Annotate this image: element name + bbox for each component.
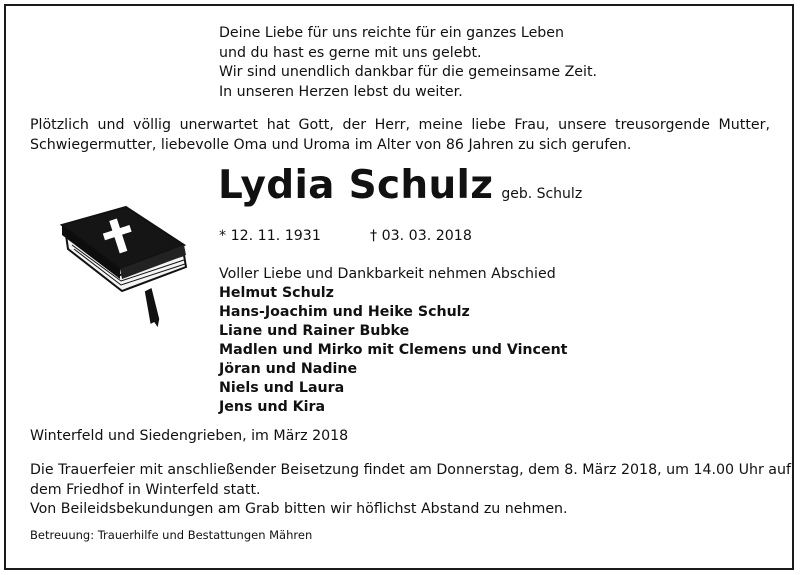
poem-line-2: und du hast es gerne mit uns gelebt.: [219, 44, 482, 61]
mourner-name: Hans-Joachim und Heike Schulz: [219, 304, 470, 320]
mourner-name: Niels und Laura: [219, 380, 345, 396]
service-line-3: Von Beileidsbekundungen am Grab bitten wir höflichst Abstand zu nehmen.: [30, 501, 568, 517]
mourners-block: [219, 265, 567, 417]
deceased-name: Lydia Schulz: [218, 163, 494, 208]
mourner-name: Jens und Kira: [219, 399, 326, 415]
poem-line-4: In unseren Herzen lebst du weiter.: [219, 84, 463, 101]
service-line-2: dem Friedhof in Winterfeld statt.: [30, 481, 261, 498]
funeral-service-info: [30, 461, 791, 520]
deceased-name-row: [218, 162, 582, 210]
mourner-name: Madlen und Mirko mit Clemens und Vincent: [219, 342, 568, 358]
memorial-poem: [219, 24, 597, 103]
poem-line-1: Deine Liebe für uns reichte für ein ganzes Leben: [219, 25, 565, 41]
mourner-name: Helmut Schulz: [219, 285, 334, 301]
poem-line-3: Wir sind unendlich dankbar für die gemeinsame Zeit.: [219, 64, 598, 81]
death-date: † 03. 03. 2018: [370, 228, 472, 244]
birth-date: * 12. 11. 1931: [219, 228, 321, 244]
farewell-line: Voller Liebe und Dankbarkeit nehmen Abschied: [219, 266, 556, 282]
funeral-home-note: Betreuung: Trauerhilfe und Bestattungen Mähren: [30, 528, 313, 542]
service-line-1: Die Trauerfeier mit anschließender Beisetzung findet am Donnerstag, dem 8. März 2018, um 14.00 Uhr auf: [30, 462, 791, 478]
place-and-date: Winterfeld und Siedengrieben, im März 2018: [30, 428, 349, 444]
mourner-name: Liane und Rainer Bubke: [219, 323, 410, 339]
birth-name: geb. Schulz: [501, 186, 583, 202]
mourner-name: Jöran und Nadine: [219, 361, 358, 377]
bible-icon: [56, 205, 196, 340]
announcement-text: Plötzlich und völlig unerwartet hat Gott, der Herr, meine liebe Frau, unsere treusorgende Mutter, Schwiegermutter, liebevolle Oma und Uroma im Alter von 86 Jahren zu sich gerufen.: [30, 117, 770, 153]
